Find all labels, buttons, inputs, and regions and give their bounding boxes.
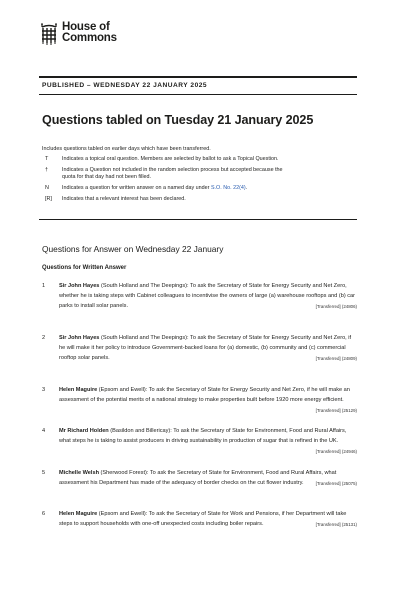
question-reference: [Transferred] (24809) bbox=[315, 356, 357, 361]
question-body bbox=[59, 426, 357, 457]
question-number: 3 bbox=[42, 387, 46, 393]
standing-order-link[interactable]: S.O. No. 22(4) bbox=[210, 185, 246, 191]
divider-legend bbox=[39, 219, 357, 220]
symbol-legend bbox=[42, 156, 357, 207]
question-number: 4 bbox=[42, 428, 46, 434]
question-reference: [Transferred] (25131) bbox=[315, 522, 357, 527]
section-title: Questions for Answer on Wednesday 22 January bbox=[42, 244, 224, 254]
legend-text bbox=[62, 185, 357, 192]
legend-symbol: † bbox=[45, 167, 48, 173]
question-reference: [Transferred] (24806) bbox=[315, 304, 357, 309]
question-reference: [Transferred] (25075) bbox=[315, 481, 357, 486]
legend-symbol: T bbox=[45, 156, 49, 162]
divider-published bbox=[39, 94, 357, 95]
question-text: To ask the Secretary of State for Energy Security and Net Zero, if he will make an assessment of the potential merits of a national strategy to make properties built before 1920 more energy efficient. bbox=[59, 387, 350, 403]
logo-line-1: House of bbox=[62, 21, 110, 33]
question-item bbox=[42, 468, 357, 489]
question-item bbox=[42, 509, 357, 530]
member-name: Mr Richard Holden bbox=[59, 428, 109, 434]
legend-item bbox=[42, 167, 357, 181]
question-body bbox=[59, 468, 357, 489]
question-body bbox=[59, 385, 357, 416]
legend-text: Indicates that a relevant interest has been declared. bbox=[62, 196, 186, 202]
question-text: To ask the Secretary of State for Environment, Food and Rural Affairs, what steps he is taking to assist producers in driving sustainability in production of sugar that is refined in the UK. bbox=[59, 428, 347, 444]
intro-text: Includes questions tabled on earlier days which have been transferred. bbox=[42, 146, 211, 152]
legend-item bbox=[42, 156, 357, 163]
member-constituency: (Basildon and Billericay): bbox=[108, 428, 172, 434]
legend-text-main: Indicates a question for written answer on a named day under bbox=[62, 185, 211, 191]
logo-text bbox=[62, 22, 117, 44]
legend-symbol: [R] bbox=[45, 196, 52, 202]
member-name: Sir John Hayes bbox=[59, 283, 100, 289]
legend-symbol: N bbox=[45, 185, 49, 191]
divider-top bbox=[39, 76, 357, 78]
legend-text: Indicates a topical oral question. Members are selected by ballot to ask a Topical Question. bbox=[62, 156, 279, 162]
question-item bbox=[42, 281, 357, 312]
question-text: To ask the Secretary of State for Work and Pensions, if her Department will take steps to support households with one-off unexpected costs including boiler repairs. bbox=[59, 511, 347, 527]
question-body bbox=[59, 281, 357, 312]
legend-text-end: . bbox=[245, 185, 248, 191]
member-constituency: (Epsom and Ewell): bbox=[97, 387, 148, 393]
legend-item bbox=[42, 185, 357, 192]
question-item bbox=[42, 333, 357, 364]
member-name: Helen Maguire bbox=[59, 387, 98, 393]
question-item bbox=[42, 385, 357, 416]
member-name: Helen Maguire bbox=[59, 511, 98, 517]
member-constituency: (Sherwood Forest): bbox=[99, 470, 149, 476]
member-name: Sir John Hayes bbox=[59, 335, 100, 341]
published-date: PUBLISHED – WEDNESDAY 22 JANUARY 2025 bbox=[42, 82, 208, 89]
question-number: 6 bbox=[42, 511, 46, 517]
logo-line-2: Commons bbox=[62, 32, 117, 44]
member-constituency: (South Holland and The Deepings): bbox=[99, 283, 189, 289]
legend-item bbox=[42, 196, 357, 203]
question-number: 2 bbox=[42, 335, 46, 341]
member-constituency: (South Holland and The Deepings): bbox=[99, 335, 189, 341]
question-reference: [Transferred] (25129) bbox=[315, 408, 357, 413]
question-text: To ask the Secretary of State for Energy Security and Net Zero, whether he is taking steps with Cabinet colleagues to incentivise the owners of large (a) warehouse rooftops and (b) car parks to install solar panels. bbox=[59, 283, 356, 309]
question-reference: [Transferred] (24946) bbox=[315, 449, 357, 454]
portcullis-icon bbox=[39, 22, 59, 46]
house-of-commons-logo bbox=[39, 22, 117, 46]
member-name: Michelle Welsh bbox=[59, 470, 99, 476]
legend-text: Indicates a Question not included in the random selection process but accepted because the quota for that day had not been filled. bbox=[62, 167, 283, 180]
question-body bbox=[59, 509, 357, 530]
question-body bbox=[59, 333, 357, 364]
subheading-written-answer: Questions for Written Answer bbox=[42, 265, 127, 271]
question-number: 5 bbox=[42, 470, 46, 476]
question-number: 1 bbox=[42, 283, 46, 289]
question-text: To ask the Secretary of State for Environment, Food and Rural Affairs, what assessment his Department has made of the adequacy of border checks on the cut flower industry. bbox=[59, 470, 337, 486]
question-text: To ask the Secretary of State for Energy Security and Net Zero, if he will make it her policy to introduce Government-backed loans for (a) domestic, (b) community and (c) commercial rooftop solar panels. bbox=[59, 335, 352, 361]
page-title: Questions tabled on Tuesday 21 January 2025 bbox=[42, 113, 314, 127]
member-constituency: (Epsom and Ewell): bbox=[97, 511, 148, 517]
question-item bbox=[42, 426, 357, 457]
